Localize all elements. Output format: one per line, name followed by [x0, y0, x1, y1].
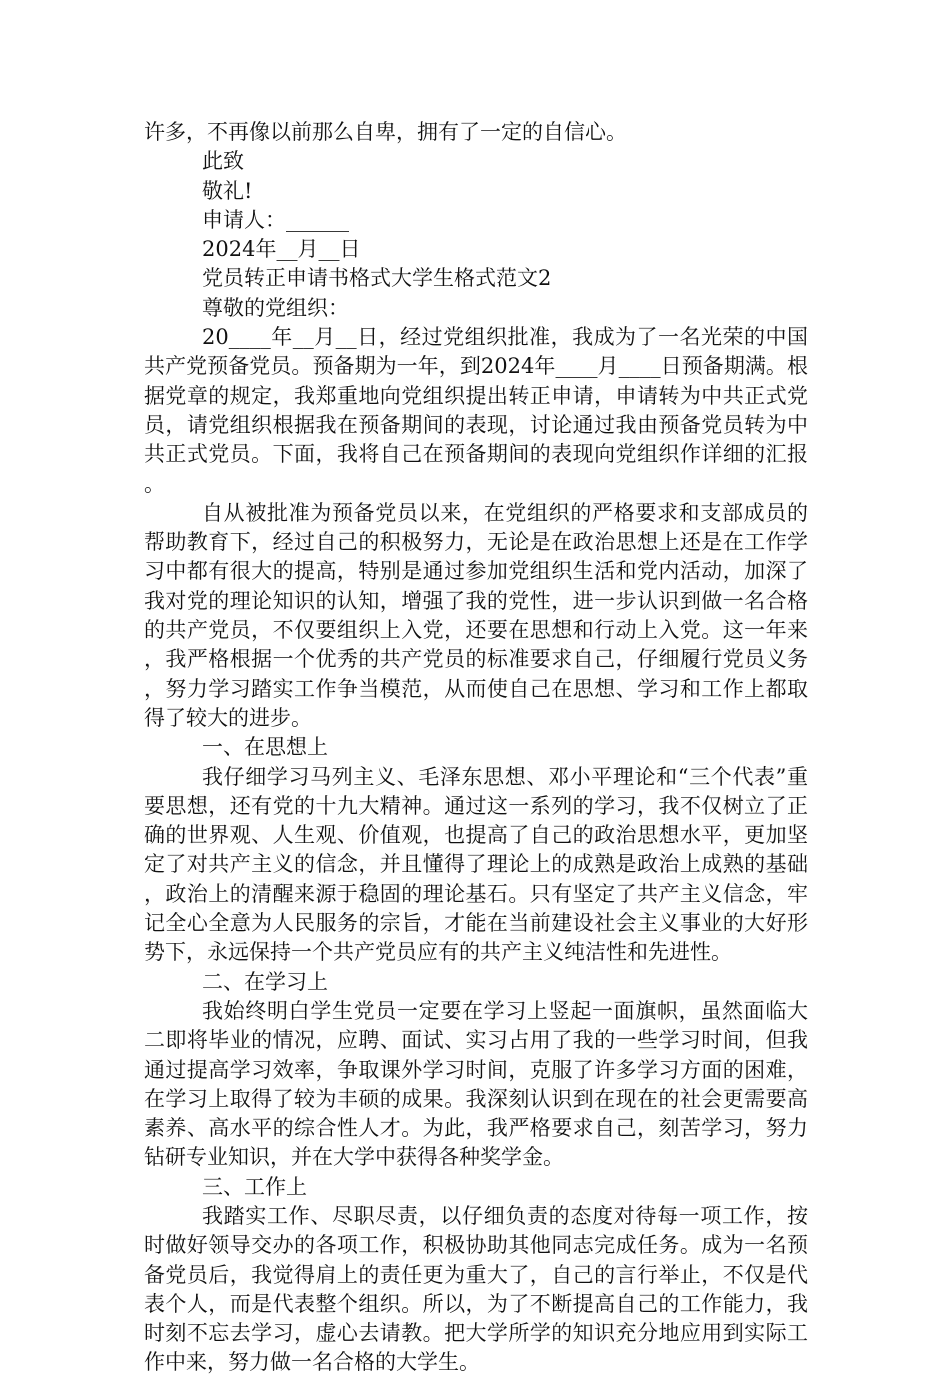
document-page	[144, 118, 808, 1378]
overview-paragraph: 自从被批准为预备党员以来，在党组织的严格要求和支部成员的帮助教育下，经过自己的积极努力，无论是在政治思想上还是在工作学习中都有很大的提高，特别是通过参加党组织生活和党内活动，加深了我对党的理论知识的认知，增强了我的党性，进一步认识到做一名合格的共产党员，不仅要组织上入党，还要在思想和行动上入党。这一年来，我严格根据一个优秀的共产党员的标准要求自己，仔细履行党员义务，努力学习踏实工作争当模范，从而使自己在思想、学习和工作上都取得了较大的进步。	[144, 500, 808, 730]
document-title: 党员转正申请书格式大学生格式范文2	[202, 266, 552, 291]
opening-line: 许多，不再像以前那么自卑，拥有了一定的自信心。	[144, 120, 627, 144]
section-body-ideology: 我仔细学习马列主义、毛泽东思想、邓小平理论和“三个代表”重要思想，还有党的十九大精神。通过这一系列的学习，我不仅树立了正确的世界观、人生观、价值观，也提高了自己的政治思想水平，更加坚定了对共产主义的信念，并且懂得了理论上的成熟是政治上成熟的基础，政治上的清醒来源于稳固的理论基石。只有坚定了共产主义信念，牢记全心全意为人民服务的宗旨，才能在当前建设社会主义事业的大好形势下，永远保持一个共产党员应有的共产主义纯洁性和先进性。	[144, 764, 808, 965]
section-heading-ideology: 一、在思想上	[202, 735, 328, 760]
section-body-work: 我踏实工作、尽职尽责，以仔细负责的态度对待每一项工作，按时做好领导交办的各项工作，积极协助其他同志完成任务。成为一名预备党员后，我觉得肩上的责任更为重大了，自己的言行举止，不仅是代表个人，而是代表整个组织。所以，为了不断提高自己的工作能力，我时刻不忘去学习，虚心去请教。把大学所学的知识充分地应用到实际工作中来，努力做一名合格的大学生。	[144, 1203, 808, 1375]
greeting: 尊敬的党组织：	[202, 295, 349, 320]
date-line: 2024年__月__日	[202, 237, 361, 262]
applicant-signature-line: 申请人：______	[202, 207, 349, 232]
section-body-study: 我始终明白学生党员一定要在学习上竖起一面旗帜，虽然面临大二即将毕业的情况，应聘、面试、实习占用了我的一些学习时间，但我通过提高学习效率，争取课外学习时间，克服了许多学习方面的困难，在学习上取得了较为丰硕的成果。我深刻认识到在现在的社会更需要高素养、高水平的综合性人才。为此，我严格要求自己，刻苦学习，努力钻研专业知识，并在大学中获得各种奖学金。	[144, 998, 808, 1170]
section-heading-work: 三、工作上	[202, 1174, 307, 1199]
section-heading-study: 二、在学习上	[202, 969, 328, 994]
intro-paragraph: 20____年__月__日，经过党组织批准，我成为了一名光荣的中国共产党预备党员。预备期为一年，到2024年____月____日预备期满。根据党章的规定，我郑重地向党组织提出转正申请，申请转为中共正式党员，请党组织根据我在预备期间的表现，讨论通过我由预备党员转为中共正式党员。下面，我将自己在预备期间的表现向党组织作详细的汇报。	[144, 325, 808, 496]
closing-salutation: 此致	[202, 149, 244, 174]
closing-regards: 敬礼!	[202, 178, 253, 203]
